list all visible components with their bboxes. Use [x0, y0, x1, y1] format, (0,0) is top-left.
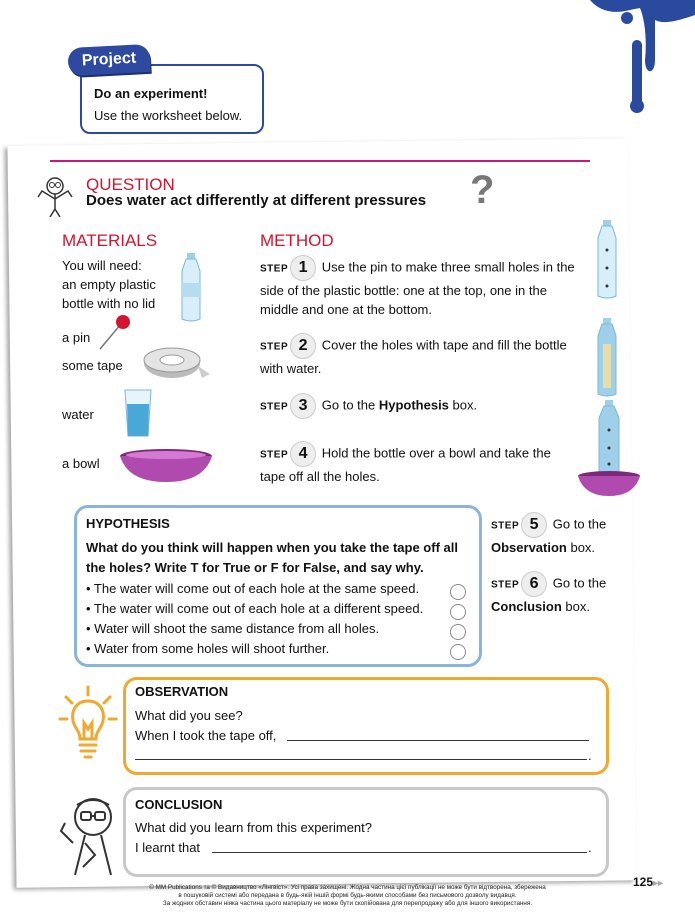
hypothesis-option: • The water will come out of each hole at a different speed. [86, 601, 424, 616]
thinking-man-icon [55, 795, 125, 880]
taped-bottle-icon [594, 318, 620, 398]
step-number: 1 [290, 255, 316, 281]
light-bulb-icon [58, 685, 118, 760]
question-label: QUESTION [86, 175, 175, 194]
project-line2: Use the worksheet below. [94, 108, 243, 123]
observation-question: What did you see? [135, 708, 243, 723]
hypothesis-option: • The water will come out of each hole at the same speed. [86, 581, 420, 596]
step-5 [491, 512, 641, 557]
step-text: Go to the [552, 516, 607, 532]
step-number: 2 [290, 333, 316, 359]
materials-intro-line: bottle with no lid [62, 296, 156, 311]
project-line1: Do an experiment! [94, 86, 208, 101]
method-label: METHOD [260, 231, 334, 250]
step-word: STEP [260, 401, 289, 413]
pin-icon [95, 312, 135, 352]
conclusion-label: CONCLUSION [135, 797, 223, 812]
plastic-bottle-icon [178, 253, 204, 323]
question-text: Does water act differently at different pressures [86, 192, 427, 209]
hypothesis-option: • Water will shoot the same distance from all holes. [86, 621, 380, 636]
answer-circle[interactable] [450, 644, 466, 660]
step-word: STEP [491, 579, 520, 591]
step-text: Hold the bottle over a bowl and take the [321, 445, 551, 461]
material-bowl: a bowl [62, 456, 100, 471]
step-4 [260, 441, 620, 486]
observation-lead: When I took the tape off, [135, 728, 277, 743]
step-text: Go to the [321, 397, 379, 413]
step-1 [260, 255, 620, 319]
hypothesis-prompt-line: What do you think will happen when you take the tape off all [86, 540, 458, 555]
material-tape: some tape [62, 358, 123, 373]
hypothesis-label: HYPOTHESIS [86, 516, 170, 531]
hypothesis-option: • Water from some holes will shoot further. [86, 641, 330, 656]
footer-line: © MM Publications та © Видавництво «Лінгвіст». Усі права захищені. Жодна частина цієї публікації не може бути відтворена, збережена [149, 884, 546, 891]
material-water: water [62, 407, 94, 422]
step-word: STEP [260, 449, 289, 461]
water-glass-icon [123, 388, 153, 438]
footer-line: в пошуковій системі або передана в будь-якій іншій формі будь-якими способами без письмового дозволу видавця. [178, 892, 517, 899]
material-pin: a pin [62, 330, 91, 345]
step-text: with water. [260, 361, 322, 376]
answer-circle[interactable] [450, 584, 466, 600]
step-6 [491, 571, 641, 616]
project-box [80, 64, 264, 134]
bottle-over-bowl-icon [576, 400, 642, 500]
step-text: side of the plastic bottle: one at the top, one in the [260, 283, 547, 298]
footer-line: За жодних обставин ніяка частина цього матеріалу не може бути скопійована для перепродажу або для іншого використання. [162, 900, 533, 907]
step-bold: Hypothesis [378, 397, 449, 413]
step-number: 6 [521, 571, 547, 597]
materials-intro-line: You will need: [62, 258, 142, 273]
hypothesis-prompt [86, 538, 458, 578]
step-text: Go to the [552, 575, 607, 591]
step-word: STEP [260, 263, 289, 275]
tape-roll-icon [140, 346, 210, 380]
step-number: 3 [290, 393, 316, 419]
step-text: box. [448, 397, 478, 413]
bowl-icon [118, 448, 214, 484]
step-3 [260, 393, 620, 419]
step-bold: Observation [491, 540, 567, 555]
step-2 [260, 333, 620, 378]
step-text: box. [561, 599, 590, 614]
thinking-person-icon [30, 175, 80, 217]
conclusion-period: . [588, 840, 592, 855]
conclusion-answer-line[interactable] [212, 851, 587, 853]
project-tag: Project [67, 44, 150, 76]
step-bold: Conclusion [491, 599, 562, 614]
copyright-footer [100, 884, 595, 908]
answer-circle[interactable] [450, 604, 466, 620]
page-number-value: 125 [633, 875, 654, 889]
question-mark: ? [470, 168, 495, 212]
page-arrows-icon: ▸▸ [653, 878, 664, 889]
materials-label: MATERIALS [62, 231, 158, 250]
paint-splash-decoration [585, 0, 695, 115]
conclusion-lead: I learnt that [135, 840, 201, 855]
step-word: STEP [260, 341, 289, 353]
pink-rule [50, 160, 590, 162]
step-text: tape off all the holes. [260, 469, 380, 484]
observation-label: OBSERVATION [135, 684, 229, 699]
observation-answer-line[interactable] [287, 739, 589, 741]
step-number: 4 [290, 441, 316, 467]
step-text: middle and one at the bottom. [260, 302, 433, 317]
observation-answer-line[interactable] [135, 758, 587, 760]
bottle-with-holes-icon [594, 220, 620, 300]
answer-circle[interactable] [450, 624, 466, 640]
step-text: box. [566, 540, 596, 555]
step-text: Cover the holes with tape and fill the bottle [321, 337, 567, 353]
materials-intro-line: an empty plastic [62, 277, 156, 292]
step-number: 5 [521, 512, 547, 538]
hypothesis-options [86, 579, 423, 659]
conclusion-question: What did you learn from this experiment? [135, 820, 372, 835]
observation-period: . [588, 748, 592, 763]
materials-intro [62, 256, 156, 313]
step-text: Use the pin to make three small holes in the [321, 259, 575, 275]
step-word: STEP [491, 520, 520, 532]
hypothesis-prompt-line: the holes? Write T for True or F for False, and say why. [86, 560, 424, 575]
page-number [633, 875, 663, 889]
